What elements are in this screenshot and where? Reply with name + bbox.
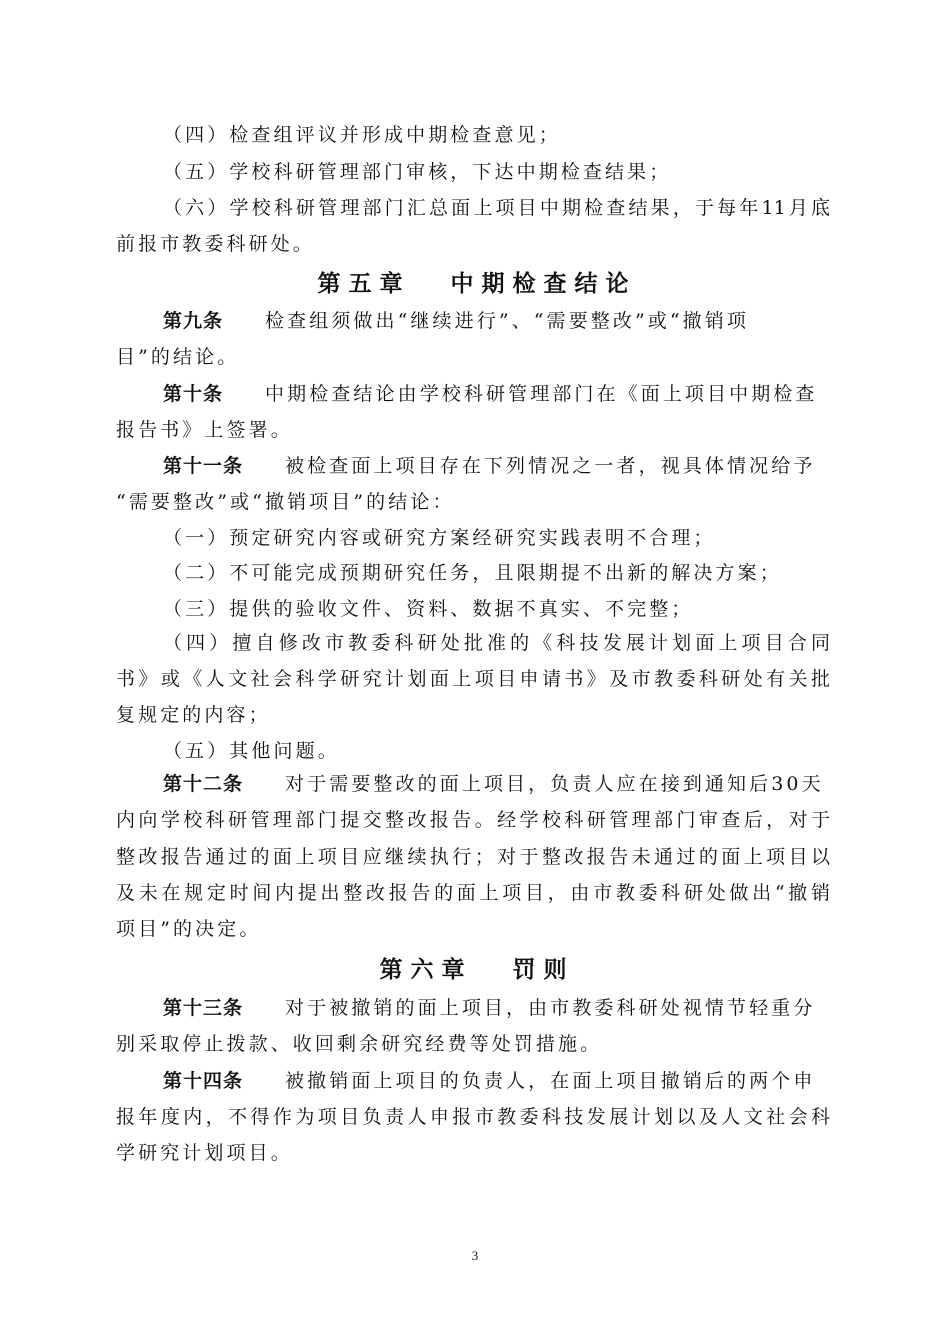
list-item: 复规定的内容； xyxy=(116,704,271,726)
article-text: 对于被撤销的面上项目，由市教委科研处视情节轻重分 xyxy=(285,997,816,1019)
text-line: 内向学校科研管理部门提交整改报告。经学校科研管理部门审查后，对于 xyxy=(116,809,830,831)
text-line: 别采取停止拨款、收回剩余研究经费等处罚措施。 xyxy=(116,1033,603,1055)
article-label: 第十三条 xyxy=(163,997,244,1019)
text-line: 项目”的决定。 xyxy=(116,918,262,940)
text-line: 学研究计划项目。 xyxy=(116,1142,293,1164)
page-number: 3 xyxy=(471,1248,479,1263)
article-text: 中期检查结论由学校科研管理部门在《面上项目中期检查 xyxy=(265,383,818,405)
chapter-six-heading: 第 六 章 罚 则 xyxy=(379,957,567,983)
article-fourteen xyxy=(163,1069,830,1093)
text-line: 整改报告通过的面上项目应继续执行；对于整改报告未通过的面上项目以 xyxy=(116,846,830,868)
list-item: （三）提供的验收文件、资料、数据不真实、不完整； xyxy=(163,598,694,620)
article-twelve xyxy=(163,772,830,796)
list-item: （五）其他问题。 xyxy=(163,740,340,762)
text-line: 及未在规定时间内提出整改报告的面上项目，由市教委科研处做出“撤销 xyxy=(116,882,830,904)
article-ten xyxy=(163,382,830,406)
article-label: 第十一条 xyxy=(163,455,244,477)
text-line: 报年度内，不得作为项目负责人申报市教委科技发展计划以及人文社会科 xyxy=(116,1106,830,1128)
article-text: 被撤销面上项目的负责人，在面上项目撤销后的两个申 xyxy=(285,1070,816,1092)
article-thirteen xyxy=(163,996,830,1020)
list-item: （一）预定研究内容或研究方案经研究实践表明不合理； xyxy=(163,527,716,549)
text-line: （五）学校科研管理部门审核，下达中期检查结果； xyxy=(163,161,672,183)
list-item: （二）不可能完成预期研究任务，且限期提不出新的解决方案； xyxy=(163,562,782,584)
text-line: 报告书》上签署。 xyxy=(116,419,293,441)
article-label: 第十二条 xyxy=(163,773,244,795)
text-line: （四）检查组评议并形成中期检查意见； xyxy=(163,124,561,146)
article-text: 检查组须做出“继续进行”、“需要整改”或“撤销项 xyxy=(265,310,749,332)
text-line: （六）学校科研管理部门汇总面上项目中期检查结果，于每年11月底 xyxy=(163,197,830,219)
article-text: 被检查面上项目存在下列情况之一者，视具体情况给予 xyxy=(285,455,816,477)
list-item: （四）擅自修改市教委科研处批准的《科技发展计划面上项目合同 xyxy=(163,632,830,654)
article-text: 对于需要整改的面上项目，负责人应在接到通知后30天 xyxy=(285,773,824,795)
chapter-five-heading: 第 五 章 中 期 检 查 结 论 xyxy=(317,271,629,297)
article-label: 第十条 xyxy=(163,383,224,405)
list-item: 书》或《人文社会科学研究计划面上项目申请书》及市教委科研处有关批 xyxy=(116,668,830,690)
article-label: 第九条 xyxy=(163,310,224,332)
text-line: “需要整改”或“撤销项目”的结论： xyxy=(116,491,455,513)
article-label: 第十四条 xyxy=(163,1070,244,1092)
article-nine xyxy=(163,309,830,333)
text-line: 目”的结论。 xyxy=(116,346,240,368)
article-eleven xyxy=(163,454,830,478)
text-line: 前报市教委科研处。 xyxy=(116,233,315,255)
